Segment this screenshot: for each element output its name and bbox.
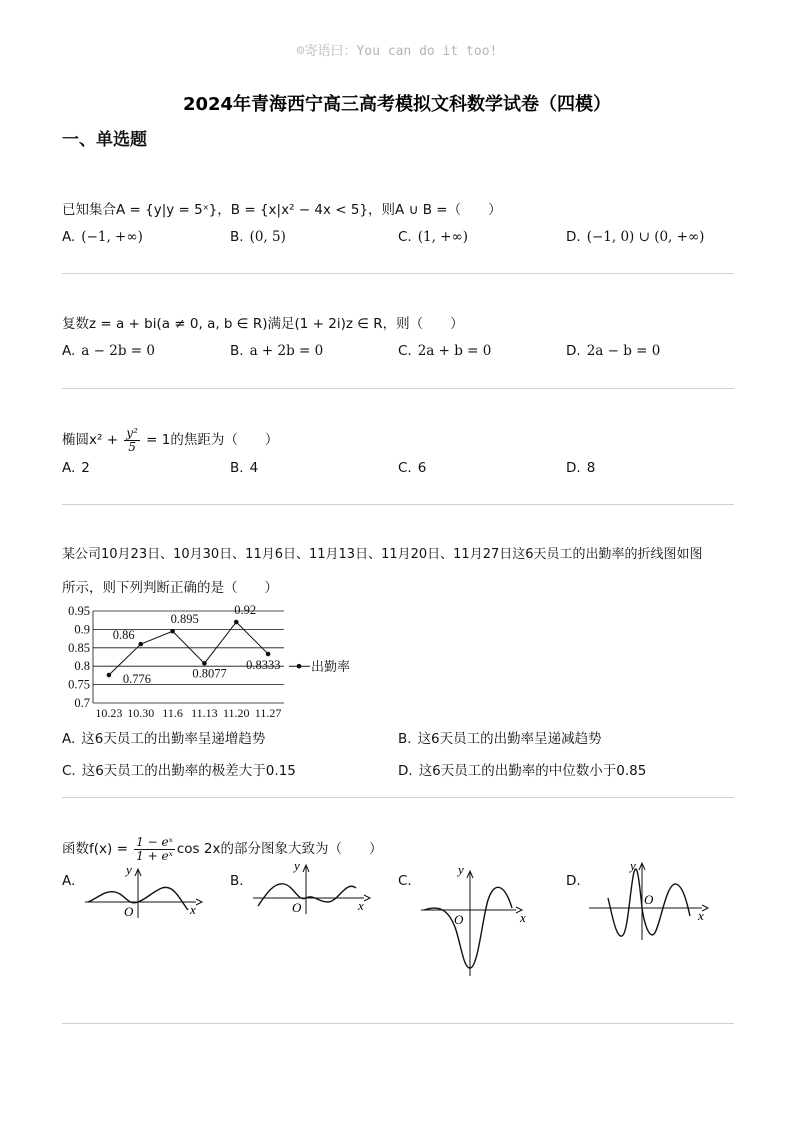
divider — [62, 797, 734, 798]
option-d[interactable]: D. 2a − b = 0 — [566, 343, 661, 359]
svg-text:x: x — [698, 908, 704, 923]
option-d[interactable]: D. (−1, 0) ∪ (0, +∞) — [566, 229, 705, 245]
svg-text:O: O — [454, 912, 464, 927]
question-3-stem: 椭圆x² + $\frac{\text{y²}}{5}$ = 1的焦距为（ ） — [62, 425, 279, 454]
question-2-options — [62, 343, 734, 363]
option-b-label[interactable]: B. — [230, 873, 244, 889]
data-label: 0.86 — [112, 628, 135, 643]
divider — [62, 388, 734, 389]
x-tick-label: 10.23 — [95, 706, 123, 720]
option-c-graph[interactable] — [416, 860, 536, 980]
x-tick-label: 10.30 — [127, 706, 155, 720]
section-heading: 一、单选题 — [62, 130, 147, 150]
data-point — [138, 642, 143, 647]
data-label: 0.92 — [234, 603, 257, 618]
divider — [62, 273, 734, 274]
data-point — [107, 673, 112, 678]
data-point — [234, 620, 239, 625]
data-point — [170, 629, 175, 634]
option-a[interactable]: A. 2 — [62, 460, 90, 476]
data-point — [202, 661, 207, 666]
option-a[interactable]: A. 这6天员工的出勤率呈递增趋势 — [62, 731, 266, 747]
option-b-graph[interactable] — [248, 858, 378, 918]
y-tick-label: 0.75 — [68, 677, 90, 692]
svg-text:O: O — [644, 892, 654, 907]
svg-text:y: y — [126, 862, 132, 877]
data-label: 0.776 — [122, 672, 152, 687]
data-label: 0.895 — [170, 612, 199, 627]
question-4-stem-line-1: 某公司10月23日、10月30日、11月6日、11月13日、11月20日、11月27日这6天员工的出勤率的折线图如图 — [62, 547, 703, 562]
option-a[interactable]: A. a − 2b = 0 — [62, 343, 155, 359]
divider — [62, 504, 734, 505]
divider — [62, 1023, 734, 1024]
option-b[interactable]: B. 4 — [230, 460, 259, 476]
option-d[interactable]: D. 这6天员工的出勤率的中位数小于0.85 — [398, 763, 647, 779]
question-1-options — [62, 229, 734, 249]
option-a[interactable]: A. (−1, +∞) — [62, 229, 143, 245]
data-label: 0.8333 — [246, 657, 281, 672]
option-b[interactable]: B. 这6天员工的出勤率呈递减趋势 — [398, 731, 602, 747]
option-c[interactable]: C. 6 — [398, 460, 427, 476]
question-1 — [62, 199, 734, 249]
question-3 — [62, 420, 734, 480]
legend-label: 出勤率 — [311, 659, 351, 675]
option-a-graph[interactable] — [80, 862, 210, 922]
x-tick-label: 11.27 — [254, 706, 282, 720]
svg-text:y: y — [630, 858, 636, 873]
svg-text:O: O — [124, 904, 134, 919]
option-c[interactable]: C. 2a + b = 0 — [398, 343, 492, 359]
y-tick-label: 0.8 — [74, 659, 90, 674]
svg-text:O: O — [292, 900, 302, 915]
svg-text:x: x — [190, 902, 196, 917]
page-title: 2024年青海西宁高三高考模拟文科数学试卷（四模） — [182, 94, 612, 115]
y-tick-label: 0.95 — [68, 604, 90, 618]
fraction: $\frac{\text{1 − eˣ}}{\text{1 + eˣ}}$ — [136, 834, 173, 863]
data-point — [266, 652, 271, 657]
option-d-graph[interactable] — [584, 858, 714, 948]
svg-text:y: y — [294, 858, 300, 873]
data-label: 0.8077 — [192, 666, 227, 681]
x-tick-label: 11.20 — [222, 706, 250, 720]
option-c-label[interactable]: C. — [398, 873, 412, 889]
attendance-line-chart — [60, 602, 370, 724]
fraction: $\frac{\text{y²}}{5}$ — [126, 425, 138, 454]
question-5-stem: 函数f(x) = $\frac{\text{1 − eˣ}}{\text{1 + eˣ}}$ cos 2x的部分图象大致为（ ） — [62, 834, 383, 863]
y-tick-label: 0.7 — [74, 696, 90, 710]
x-tick-label: 11.13 — [191, 706, 218, 720]
svg-text:x: x — [358, 898, 364, 913]
question-4-stem-line-2: 所示，则下列判断正确的是（ ） — [62, 580, 278, 596]
x-tick-label: 11.6 — [162, 706, 183, 720]
option-c[interactable]: C. (1, +∞) — [398, 229, 468, 245]
question-3-options — [62, 460, 734, 480]
question-4-options — [62, 727, 734, 779]
svg-text:y: y — [458, 862, 464, 877]
question-2-stem: 复数z = a + bi(a ≠ 0, a, b ∈ R)满足(1 + 2i)z ∈ R，则（ ） — [62, 316, 464, 332]
option-d[interactable]: D. 8 — [566, 460, 596, 476]
option-c[interactable]: C. 这6天员工的出勤率的极差大于0.15 — [62, 763, 296, 779]
question-4 — [62, 544, 734, 599]
option-b[interactable]: B. (0, 5) — [230, 229, 286, 245]
y-tick-label: 0.85 — [68, 640, 90, 655]
legend-marker — [297, 664, 302, 669]
option-d-label[interactable]: D. — [566, 873, 581, 889]
svg-text:x: x — [520, 910, 526, 925]
question-1-stem: 已知集合A = {y|y = 5ˣ}，B = {x|x² − 4x < 5}，则A ∪ B =（ ） — [62, 202, 502, 218]
option-a-label[interactable]: A. — [62, 873, 76, 889]
option-b[interactable]: B. a + 2b = 0 — [230, 343, 324, 359]
watermark: ☺寄语曰：You can do it too! — [296, 44, 498, 59]
question-2 — [62, 313, 734, 363]
y-tick-label: 0.9 — [74, 622, 90, 637]
